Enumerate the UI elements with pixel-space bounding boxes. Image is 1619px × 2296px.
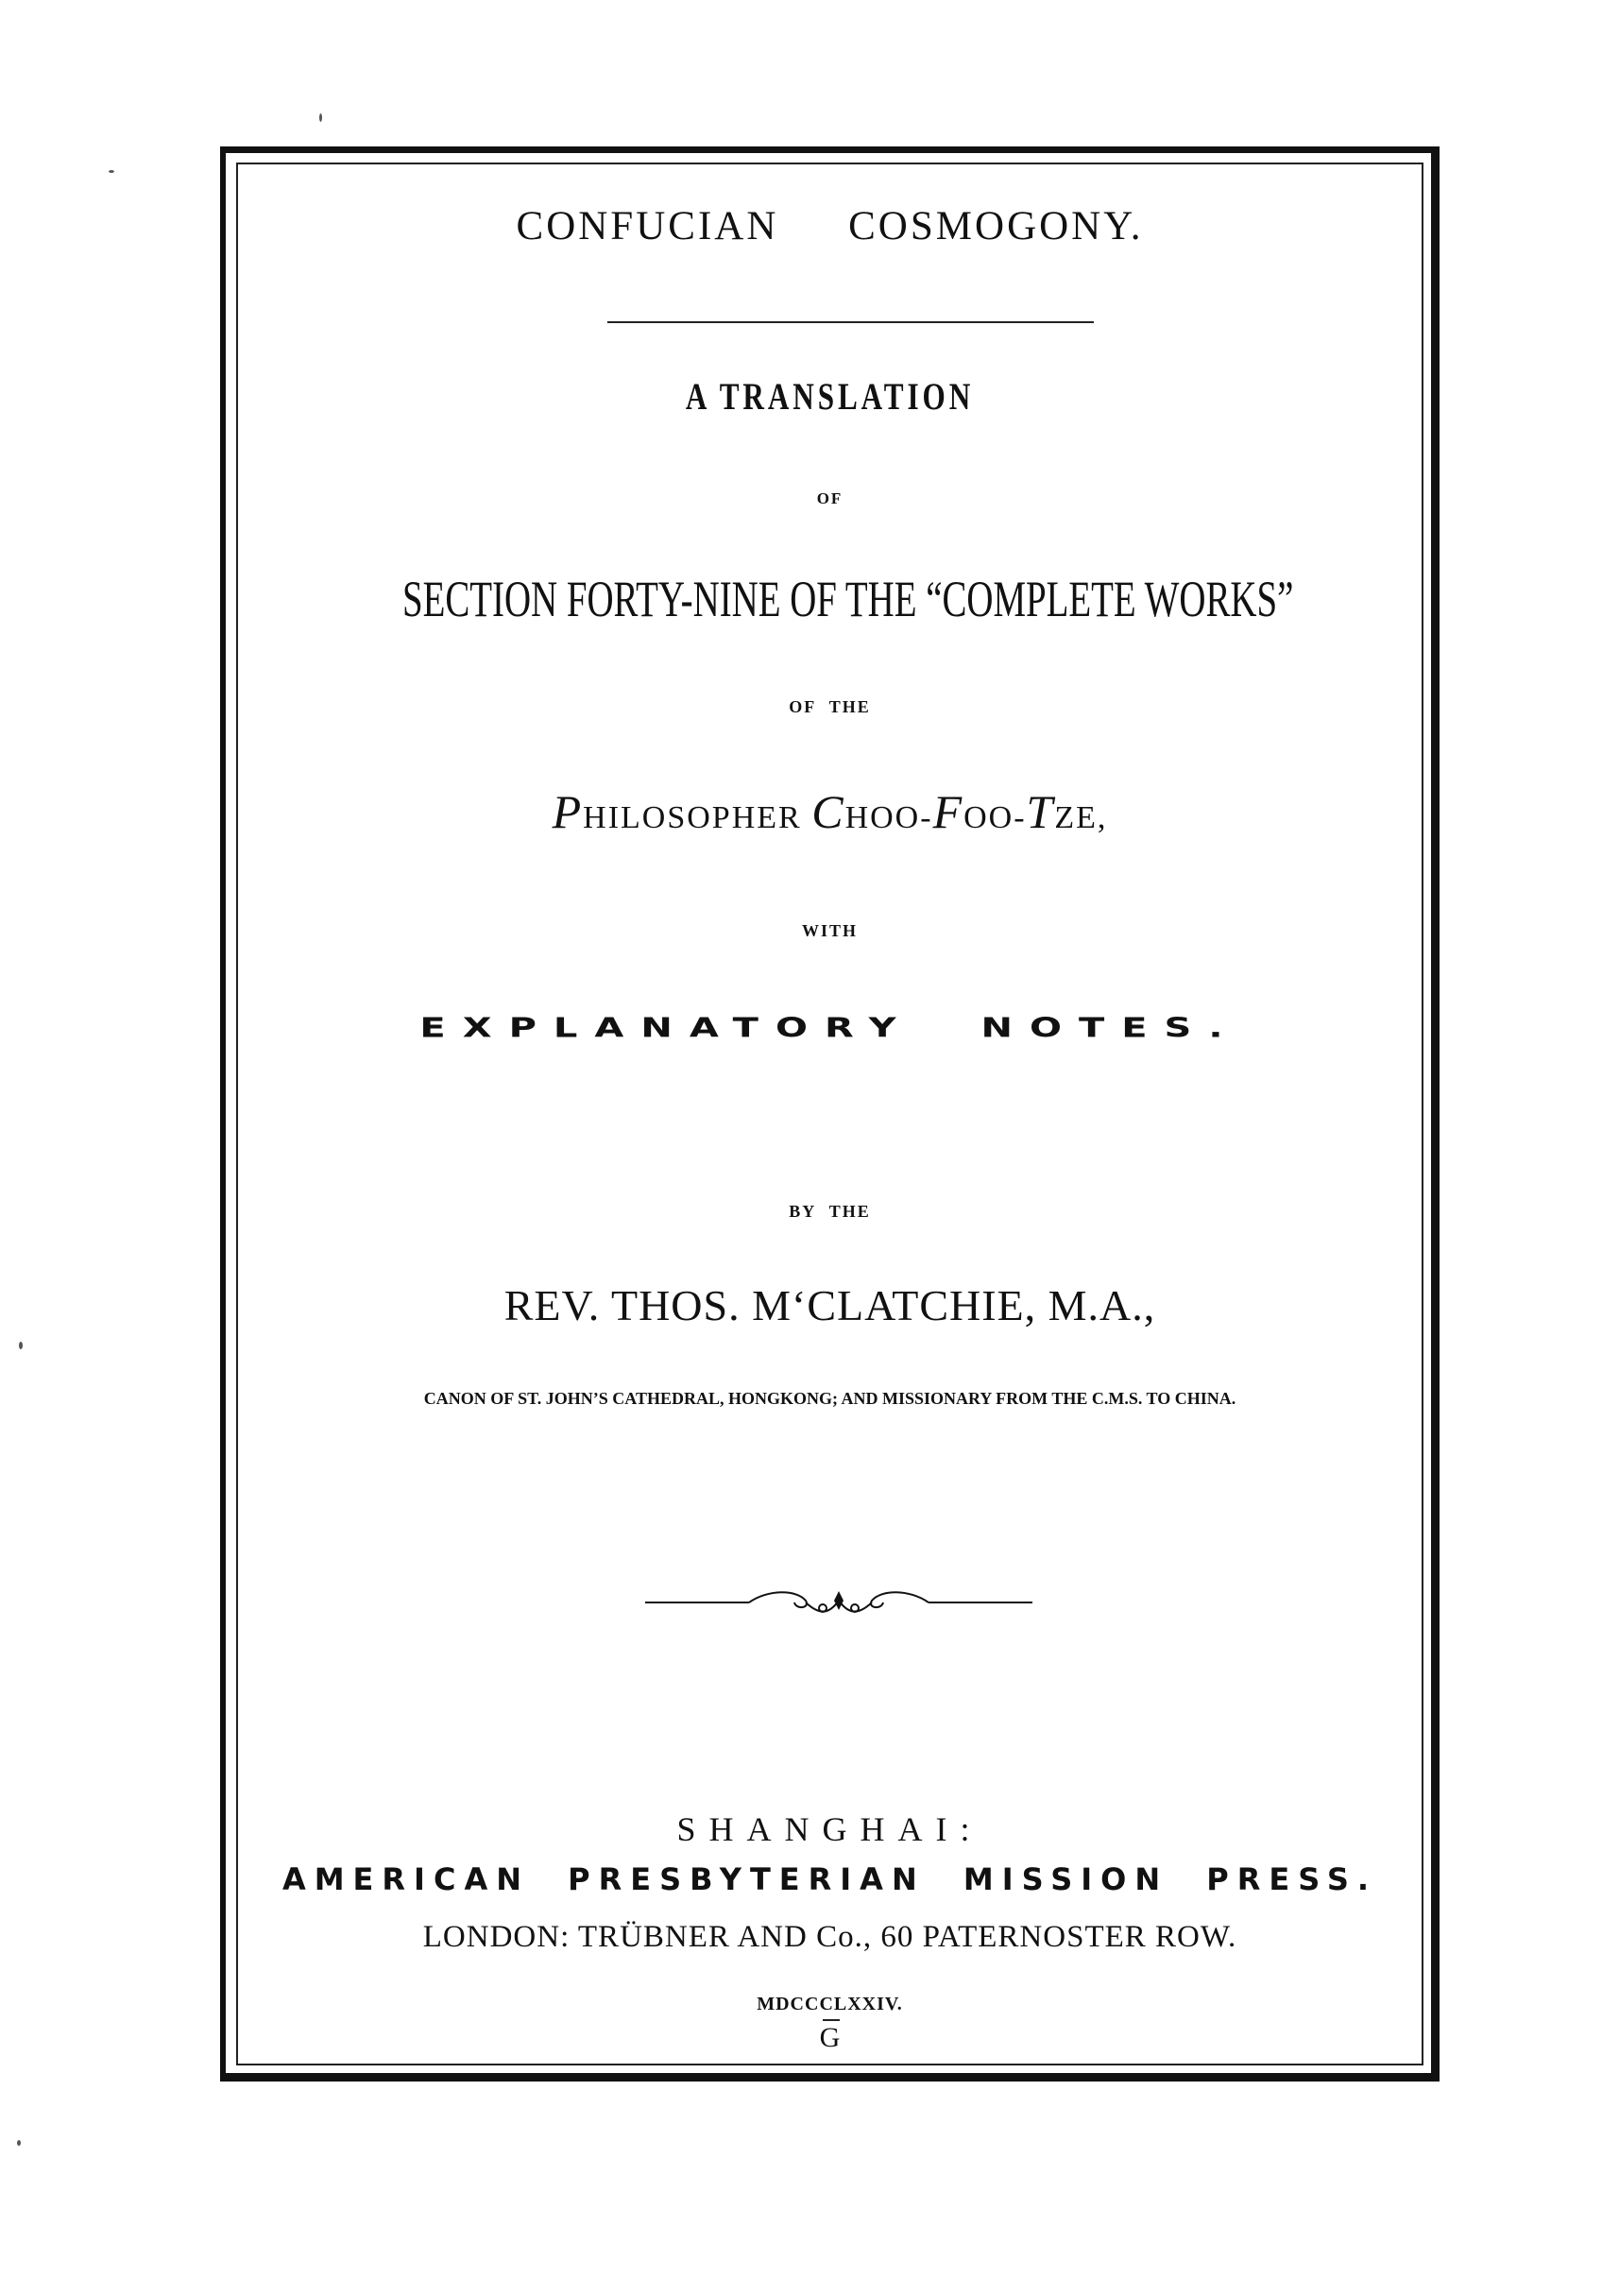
place-of-publication: SHANGHAI: bbox=[676, 1810, 983, 1848]
author-name: REV. THOS. M‘CLATCHIE, M.A., bbox=[503, 1281, 1156, 1329]
philosopher-word: HILOSOPHER bbox=[583, 800, 812, 835]
author-affiliation: CANON OF ST. JOHN’S CATHEDRAL, HONGKONG; AND MISSIONARY FROM THE C.M.S. TO CHINA. bbox=[423, 1389, 1236, 1408]
foo-word: OO- bbox=[963, 800, 1027, 835]
subtitle-translation: A TRANSLATION bbox=[685, 375, 975, 418]
book-title: CONFUCIAN COSMOGONY. bbox=[516, 204, 1144, 248]
of-the-label: OF THE bbox=[789, 697, 871, 716]
page-speck bbox=[319, 113, 322, 122]
choo-word: HOO- bbox=[844, 800, 933, 835]
of-label: OF bbox=[816, 489, 844, 507]
page-speck bbox=[17, 2140, 21, 2146]
year-dash bbox=[823, 2019, 840, 2021]
section-line: SECTION FORTY-NINE OF THE “COMPLETE WORKS” bbox=[401, 571, 1294, 627]
foo-cap-f: F bbox=[932, 785, 964, 838]
page-speck bbox=[109, 170, 114, 173]
title-rule bbox=[607, 321, 1094, 323]
by-the-label: BY THE bbox=[789, 1202, 871, 1221]
london-agent: LONDON: TRÜBNER AND Co., 60 PATERNOSTER ROW. bbox=[422, 1920, 1237, 1954]
philosopher-line bbox=[236, 784, 1423, 839]
tze-word: ZE, bbox=[1054, 800, 1108, 835]
tze-cap-t: T bbox=[1026, 785, 1055, 838]
decorative-ornament-icon bbox=[645, 1580, 1032, 1627]
philosopher-cap-p: P bbox=[552, 785, 584, 838]
with-label: WITH bbox=[801, 921, 858, 940]
publisher-name: AMERICAN PRESBYTERIAN MISSION PRESS. bbox=[281, 1861, 1378, 1897]
page-border-inner bbox=[236, 163, 1423, 2065]
page-speck bbox=[19, 1342, 23, 1349]
printer-signature: G bbox=[819, 2022, 841, 2053]
choo-cap-c: C bbox=[811, 785, 845, 838]
explanatory-notes: EXPLANATORY NOTES. bbox=[419, 1012, 1240, 1044]
publication-year: MDCCCLXXIV. bbox=[757, 1994, 903, 2014]
